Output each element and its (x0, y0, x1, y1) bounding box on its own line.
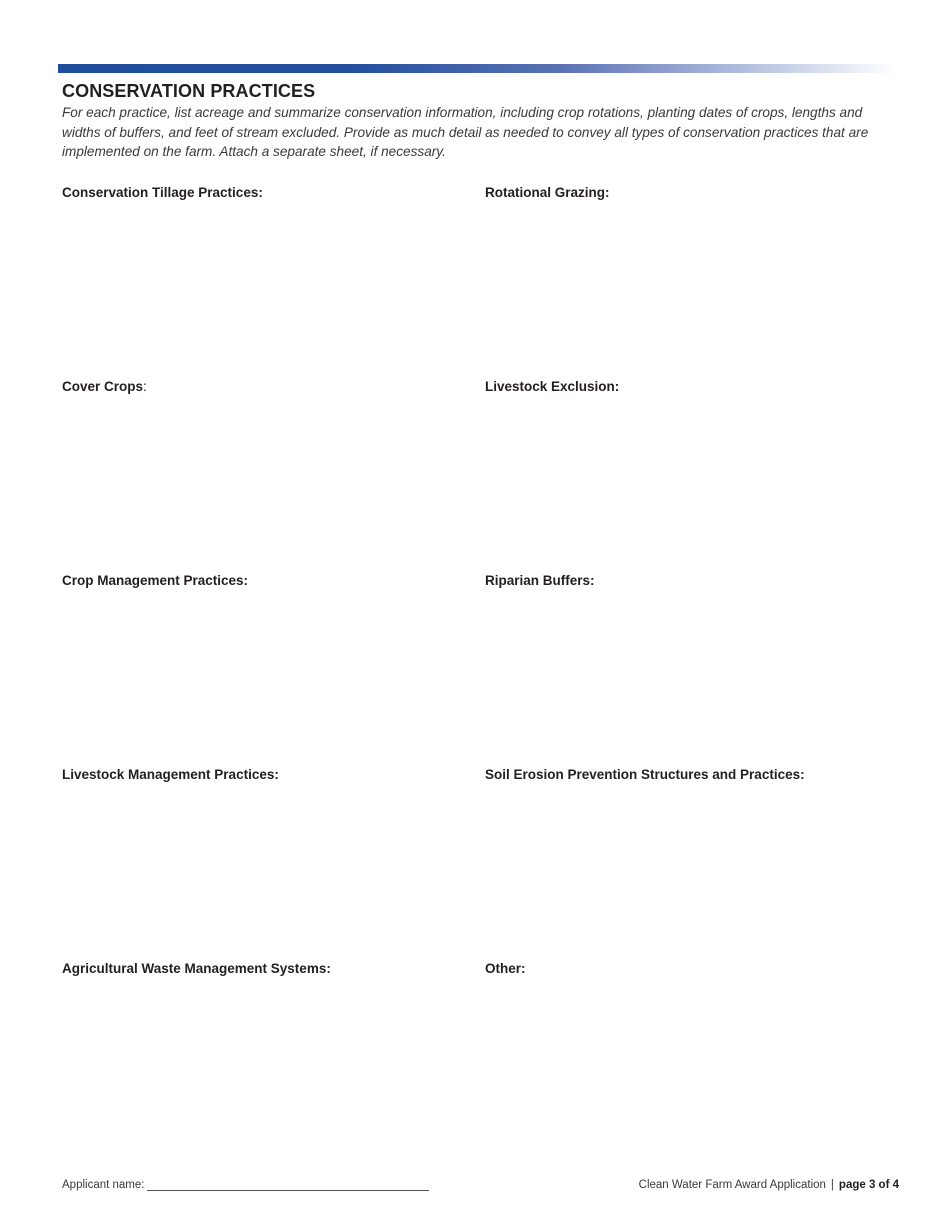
applicant-name-row (62, 1179, 429, 1191)
label-crop-management: Crop Management Practices: (62, 573, 249, 588)
other-field[interactable] (485, 981, 885, 1131)
header-gradient-bar (58, 64, 896, 73)
applicant-name-label: Applicant name: (62, 1179, 145, 1191)
soil-erosion-field[interactable] (485, 787, 885, 937)
agricultural-waste-field[interactable] (62, 981, 462, 1131)
footer-doc-title: Clean Water Farm Award Application (638, 1179, 826, 1191)
label-riparian-buffers: Riparian Buffers: (485, 573, 595, 588)
label-agricultural-waste: Agricultural Waste Management Systems: (62, 961, 331, 976)
rotational-grazing-field[interactable] (485, 205, 885, 355)
footer-separator: | (830, 1179, 834, 1191)
label-conservation-tillage: Conservation Tillage Practices: (62, 185, 263, 200)
riparian-buffers-field[interactable] (485, 593, 885, 743)
label-soil-erosion: Soil Erosion Prevention Structures and Practices: (485, 767, 805, 782)
conservation-tillage-field[interactable] (62, 205, 462, 355)
footer-page-info (639, 1179, 899, 1191)
livestock-exclusion-field[interactable] (485, 399, 885, 549)
livestock-management-field[interactable] (62, 787, 462, 937)
label-cover-crops (62, 379, 147, 394)
label-other: Other: (485, 961, 526, 976)
instructions-text: For each practice, list acreage and summarize conservation information, including crop rotations, planting dates of crops, lengths and widths of buffers, and feet of stream excluded. Provide as much detail as needed to convey all types of conservation practices that are implemented on the farm. Attach a separate sheet, if necessary. (62, 105, 869, 159)
footer-page-number: page 3 of 4 (838, 1179, 899, 1191)
label-livestock-exclusion: Livestock Exclusion: (485, 379, 620, 394)
section-title: CONSERVATION PRACTICES (62, 81, 316, 101)
label-livestock-management: Livestock Management Practices: (62, 767, 279, 782)
crop-management-field[interactable] (62, 593, 462, 743)
label-cover-crops-colon: : (143, 379, 147, 394)
applicant-name-input[interactable] (147, 1189, 429, 1191)
cover-crops-field[interactable] (62, 399, 462, 549)
label-rotational-grazing: Rotational Grazing: (485, 185, 610, 200)
label-cover-crops-text: Cover Crops (62, 379, 144, 394)
